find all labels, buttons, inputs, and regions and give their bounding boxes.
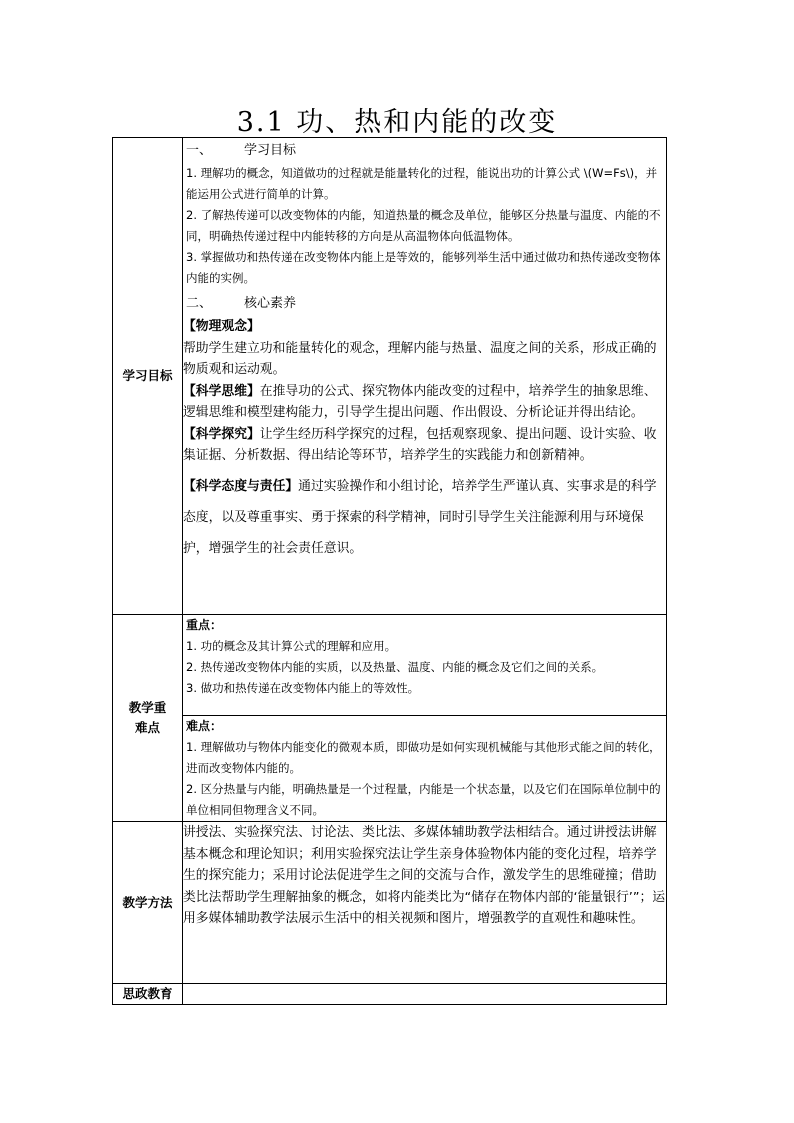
section-heading-literacy: 二、 核心素养 bbox=[186, 296, 297, 311]
difficult-points-content bbox=[183, 716, 667, 822]
lesson-plan-table bbox=[112, 137, 667, 1005]
key-point-item: 1. 功的概念及其计算公式的理解和应用。 bbox=[186, 639, 397, 653]
goals-content bbox=[183, 138, 667, 615]
row-label-methods: 教学方法 bbox=[113, 822, 183, 984]
literacy-item: 【科学思维】在推导功的公式、探究物体内能改变的过程中，培养学生的抽象思维、逻辑思维和模型建构能力，引导学生提出问题、作出假设、分析论证并得出结论。 bbox=[183, 383, 657, 420]
ideology-content bbox=[183, 984, 667, 1005]
literacy-item: 帮助学生建立功和能量转化的观念，理解内能与热量、温度之间的关系，形成正确的物质观和运动观。 bbox=[183, 340, 657, 377]
goal-item: 3. 掌握做功和热传递在改变物体内能上是等效的，能够列举生活中通过做功和热传递改变物体内能的实例。 bbox=[186, 250, 661, 285]
goal-item: 1. 理解功的概念，知道做功的过程就是能量转化的过程，能说出功的计算公式 \(W=Fs\)，并能运用公式进行简单的计算。 bbox=[186, 166, 658, 201]
literacy-item: 【物理观念】 bbox=[183, 319, 260, 334]
key-point-item: 3. 做功和热传递在改变物体内能上的等效性。 bbox=[186, 681, 420, 695]
row-teaching-methods bbox=[113, 822, 667, 984]
key-point-item: 2. 热传递改变物体内能的实质，以及热量、温度、内能的概念及它们之间的关系。 bbox=[186, 660, 604, 674]
literacy-item: 【科学态度与责任】通过实验操作和小组讨论，培养学生严谨认真、实事求是的科学态度，以及尊重事实、勇于探索的科学精神，同时引导学生关注能源利用与环境保护，增强学生的社会责任意识。 bbox=[183, 478, 657, 556]
methods-text: 讲授法、实验探究法、讨论法、类比法、多媒体辅助教学法相结合。通过讲授法讲解基本概念和理论知识；利用实验探究法让学生亲身体验物体内能的变化过程，培养学生的探究能力；采用讨论法促进学生之间的交流与合作，激发学生的思维碰撞；借助类比法帮助学生理解抽象的概念，如将内能类比为“储存在物体内部的‘能量银行’”；运用多媒体辅助教学法展示生活中的相关视频和图片，增强教学的直观性和趣味性。 bbox=[183, 825, 666, 926]
key-points-label: 重点： bbox=[186, 618, 223, 632]
page-title: 3.1 功、热和内能的改变 bbox=[236, 107, 558, 138]
key-points-content bbox=[183, 615, 667, 716]
row-difficult-points bbox=[113, 716, 667, 822]
difficult-point-item: 1. 理解做功与物体内能变化的微观本质，即做功是如何实现机械能与其他形式能之间的转化，进而改变物体内能的。 bbox=[186, 740, 661, 775]
difficult-point-item: 2. 区分热量与内能，明确热量是一个过程量，内能是一个状态量，以及它们在国际单位制中的单位相同但物理含义不同。 bbox=[186, 782, 661, 817]
row-learning-goals bbox=[113, 138, 667, 615]
row-label-goals: 学习目标 bbox=[113, 138, 183, 615]
row-label-key: 教学重 难点 bbox=[113, 615, 183, 822]
goal-item: 2. 了解热传递可以改变物体的内能，知道热量的概念及单位，能够区分热量与温度、内能的不同，明确热传递过程中内能转移的方向是从高温物体向低温物体。 bbox=[186, 208, 661, 243]
methods-content bbox=[183, 822, 667, 984]
section-heading-goals: 一、 学习目标 bbox=[186, 143, 297, 158]
literacy-item: 【科学探究】让学生经历科学探究的过程，包括观察现象、提出问题、设计实验、收集证据、分析数据、得出结论等环节，培养学生的实践能力和创新精神。 bbox=[183, 426, 657, 463]
row-label-ideology: 思政教育 bbox=[113, 984, 183, 1005]
row-ideology bbox=[113, 984, 667, 1005]
row-key-points bbox=[113, 615, 667, 716]
difficult-points-label: 难点： bbox=[186, 719, 223, 733]
